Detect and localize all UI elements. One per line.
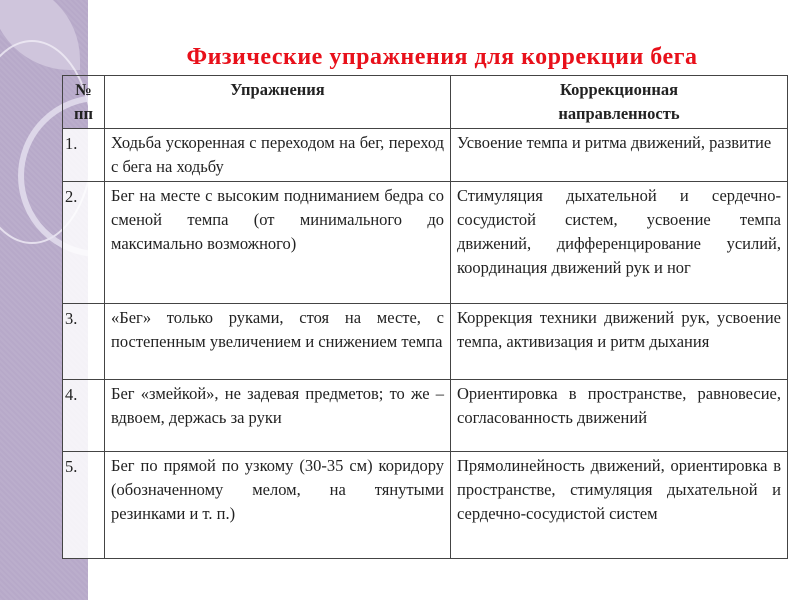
direction-cell: Усвоение темпа и ритма движений, развитие	[451, 129, 788, 182]
row-number: 2.	[63, 182, 105, 304]
header-exercises: Упражнения	[105, 76, 451, 129]
direction-cell: Прямолинейность движений, ориентировка в пространстве, стимуляция дыхательной и сердечно-сосудистой систем	[451, 452, 788, 559]
row-number: 3.	[63, 304, 105, 380]
exercises-table	[62, 75, 788, 559]
exercise-cell: Бег по прямой по узкому (30-35 см) коридору (обозначенному мелом, на тянутыми резинками и т. п.)	[105, 452, 451, 559]
row-number: 5.	[63, 452, 105, 559]
table-header-row	[63, 76, 788, 129]
table-row	[63, 452, 788, 559]
exercise-cell: «Бег» только руками, стоя на месте, с постепенным увеличением и снижением темпа	[105, 304, 451, 380]
direction-cell: Коррекция техники движений рук, усвоение темпа, активизация и ритм дыхания	[451, 304, 788, 380]
exercise-cell: Бег «змейкой», не задевая предметов; то же – вдвоем, держась за руки	[105, 380, 451, 452]
header-number: № пп	[63, 76, 105, 129]
direction-cell: Стимуляция дыхательной и сердечно-сосудистой систем, усвоение темпа движений, дифференцирование усилий, координация движений рук и ног	[451, 182, 788, 304]
slide-title: Физические упражнения для коррекции бега	[186, 44, 698, 70]
table-row	[63, 304, 788, 380]
header-direction: Коррекционная направленность	[451, 76, 788, 129]
row-number: 4.	[63, 380, 105, 452]
table-row	[63, 380, 788, 452]
table-row	[63, 182, 788, 304]
table-row	[63, 129, 788, 182]
exercise-cell: Ходьба ускоренная с переходом на бег, переход с бега на ходьбу	[105, 129, 451, 182]
row-number: 1.	[63, 129, 105, 182]
exercise-cell: Бег на месте с высоким подниманием бедра со сменой темпа (от минимального до максимально возможного)	[105, 182, 451, 304]
direction-cell: Ориентировка в пространстве, равновесие, согласованность движений	[451, 380, 788, 452]
